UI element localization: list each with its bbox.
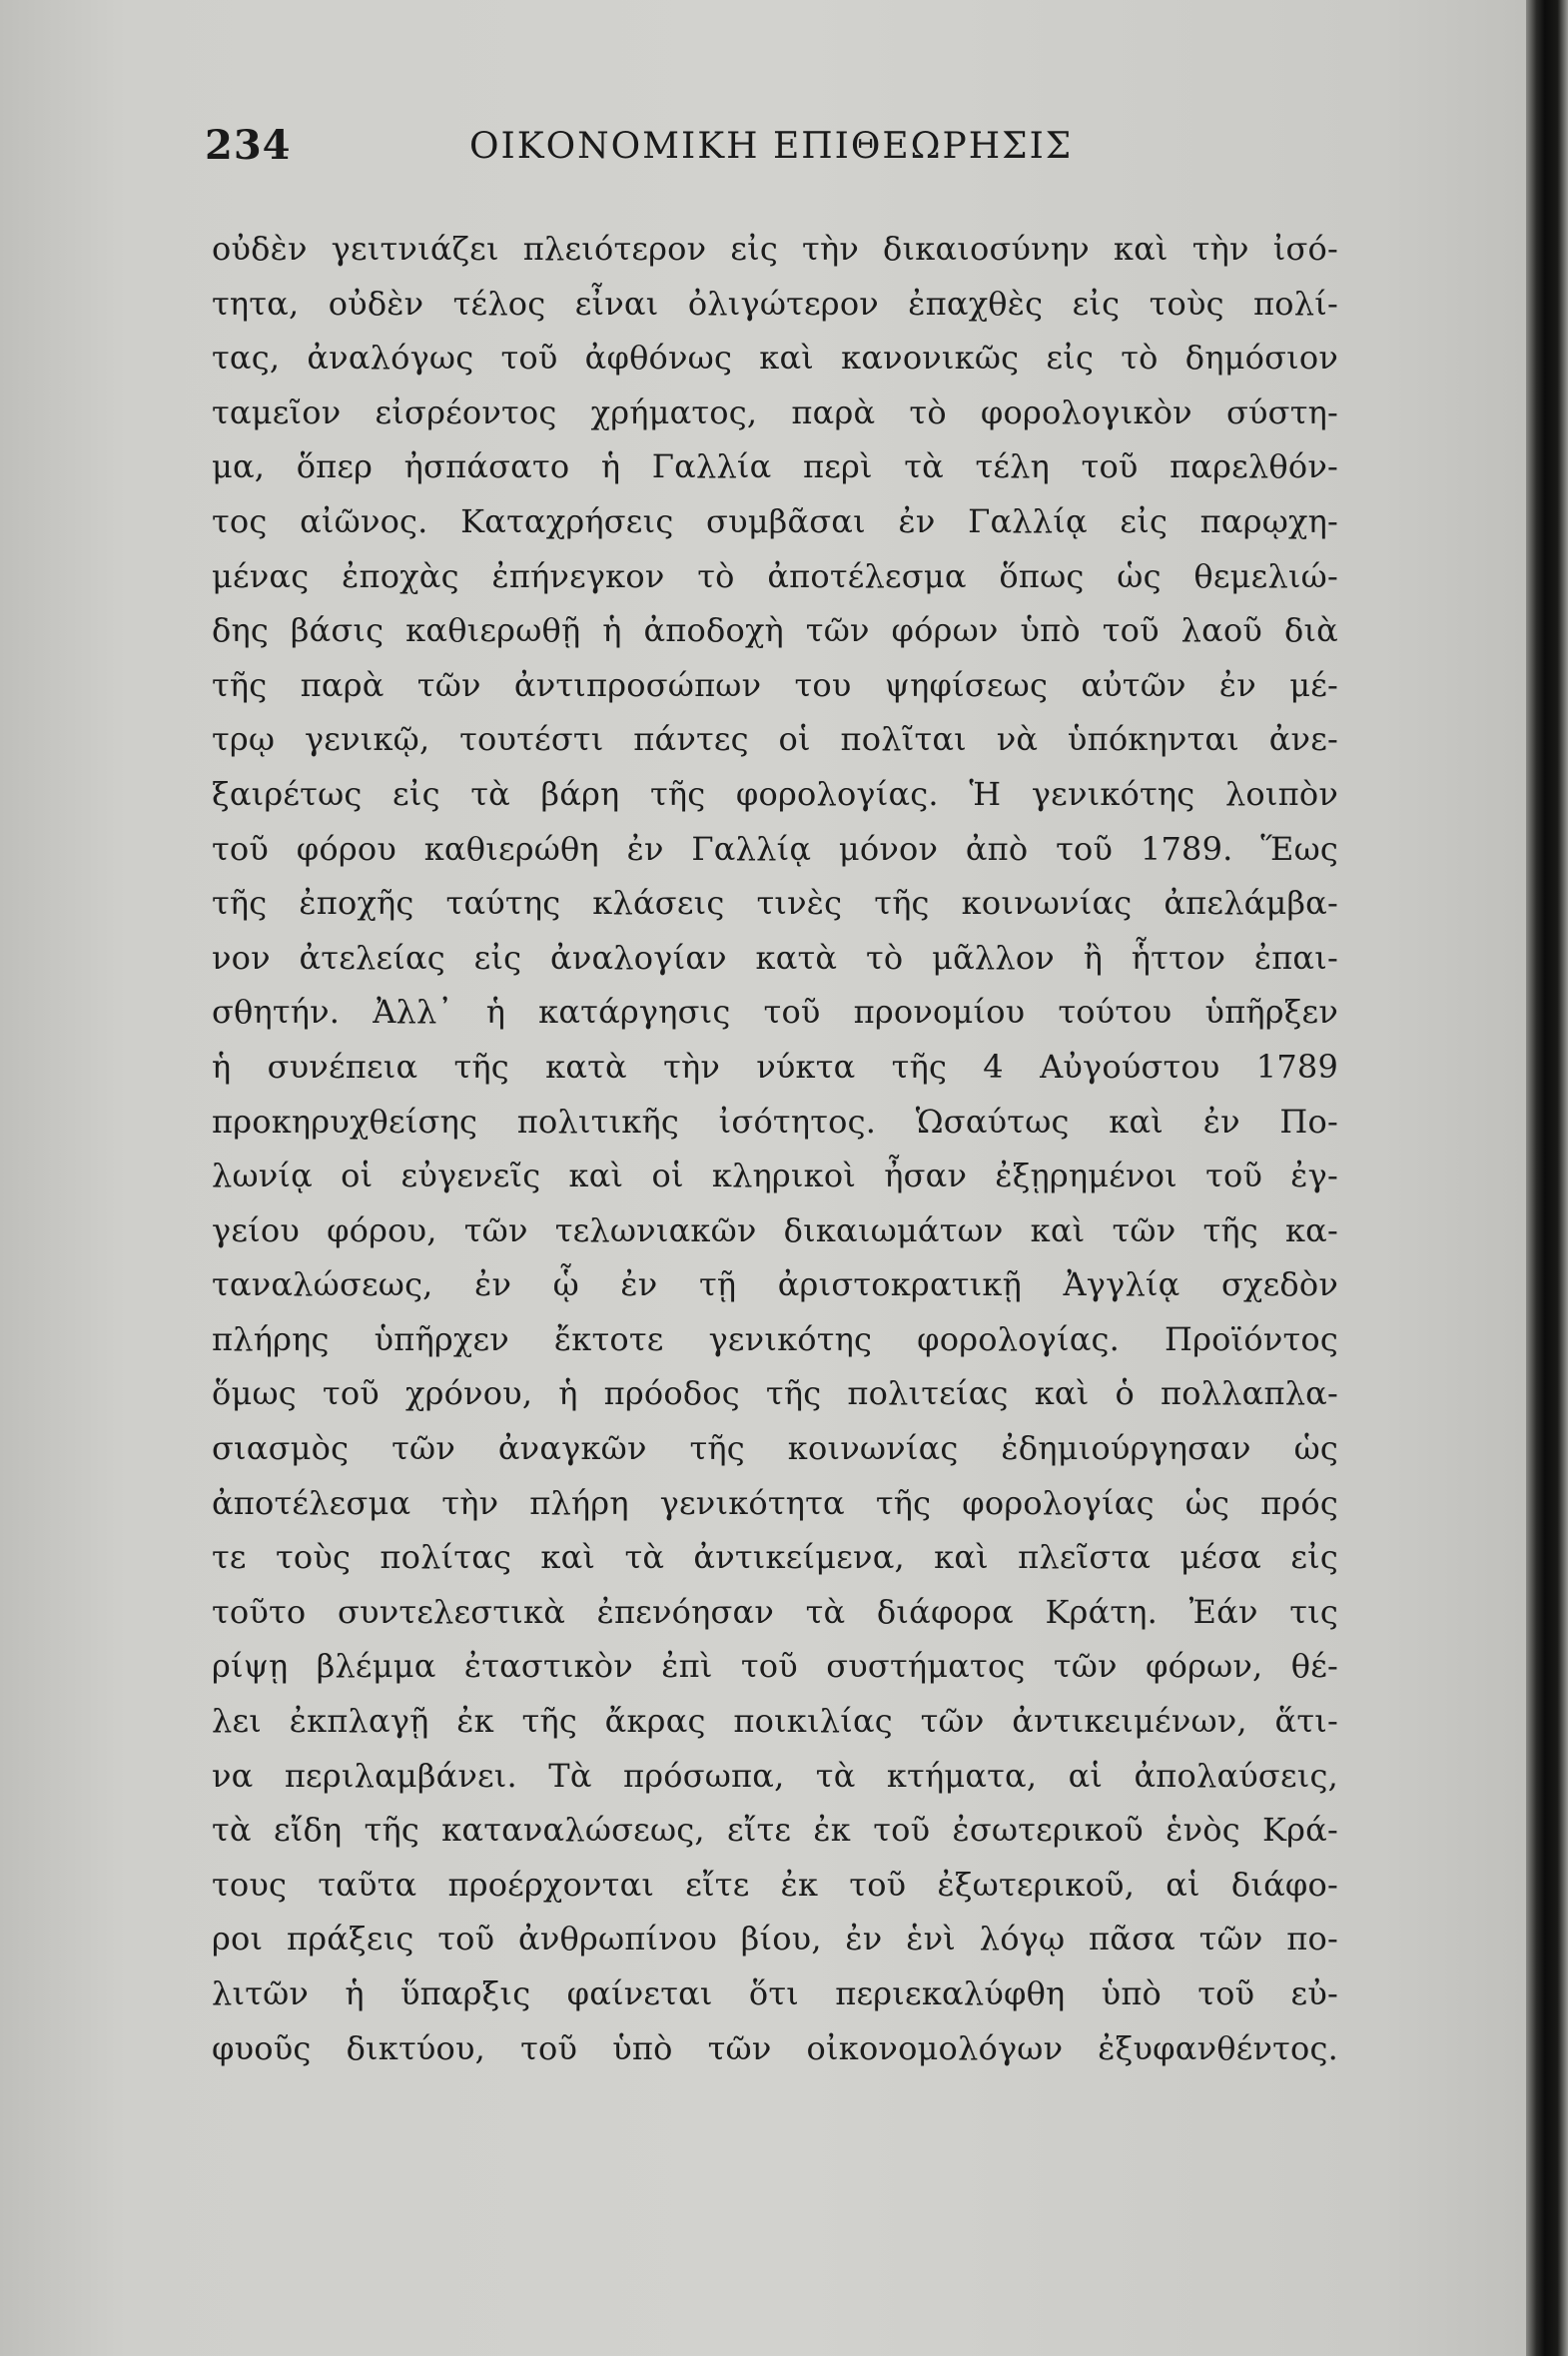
text-line: λιτῶν ἡ ὕπαρξις φαίνεται ὅτι περιεκαλύφθη ὑπὸ τοῦ εὐ- [212,1974,1338,2012]
text-line: δης βάσις καθιερωθῇ ἡ ἀποδοχὴ τῶν φόρων ὑπὸ τοῦ λαοῦ διὰ [212,611,1338,650]
text-line: ταναλώσεως, ἐν ᾧ ἐν τῇ ἀριστοκρατικῇ Ἀγγλίᾳ σχεδὸν [212,1265,1338,1304]
running-title: ΟΙΚΟΝΟΜΙΚΗ ΕΠΙΘΕΩΡΗΣΙΣ [469,126,1074,167]
text-line: τους ταῦτα προέρχονται εἴτε ἐκ τοῦ ἐξωτερικοῦ, αἱ διάφο- [212,1865,1338,1904]
text-line: μα, ὅπερ ἠσπάσατο ἡ Γαλλία περὶ τὰ τέλη τοῦ παρελθόν- [212,447,1338,486]
text-line: λει ἐκπλαγῇ ἐκ τῆς ἄκρας ποικιλίας τῶν ἀντικειμένων, ἅτι- [212,1702,1338,1741]
text-line: τῆς παρὰ τῶν ἀντιπροσώπων του ψηφίσεως αὐτῶν ἐν μέ- [212,665,1338,704]
text-line: τε τοὺς πολίτας καὶ τὰ ἀντικείμενα, καὶ πλεῖστα μέσα εἰς [212,1538,1338,1577]
text-line: φυοῦς δικτύου, τοῦ ὑπὸ τῶν οἰκονομολόγων ἐξυφανθέντος. [212,2028,1338,2067]
text-line: τοῦτο συντελεστικὰ ἐπενόησαν τὰ διάφορα Κράτη. Ἐάν τις [212,1592,1338,1631]
text-line: τητα, οὐδὲν τέλος εἶναι ὀλιγώτερον ἐπαχθὲς εἰς τοὺς πολί- [212,284,1338,323]
text-line: ταμεῖον εἰσρέοντος χρήματος, παρὰ τὸ φορολογικὸν σύστη- [212,393,1338,431]
page-binding-edge [1526,0,1568,2356]
text-line: ξαιρέτως εἰς τὰ βάρη τῆς φορολογίας. Ἡ γενικότης λοιπὸν [212,774,1338,813]
text-line: τος αἰῶνος. Καταχρήσεις συμβᾶσαι ἐν Γαλλίᾳ εἰς παρῳχη- [212,501,1338,540]
text-line: τοῦ φόρου καθιερώθη ἐν Γαλλίᾳ μόνον ἀπὸ τοῦ 1789. Ἕως [212,829,1338,868]
text-line: πλήρης ὑπῆρχεν ἔκτοτε γενικότης φορολογίας. Προϊόντος [212,1319,1338,1358]
text-line: ρίψῃ βλέμμα ἐταστικὸν ἐπὶ τοῦ συστήματος τῶν φόρων, θέ- [212,1647,1338,1686]
text-line: να περιλαμβάνει. Τὰ πρόσωπα, τὰ κτήματα, αἱ ἀπολαύσεις, [212,1756,1338,1795]
text-line: τας, ἀναλόγως τοῦ ἀφθόνως καὶ κανονικῶς εἰς τὸ δημόσιον [212,339,1338,378]
page-number: 234 [205,122,292,169]
text-line: ὅμως τοῦ χρόνου, ἡ πρόοδος τῆς πολιτείας καὶ ὁ πολλαπλα- [212,1374,1338,1413]
text-line: λωνίᾳ οἱ εὐγενεῖς καὶ οἱ κληρικοὶ ἦσαν ἐξῃρημένοι τοῦ ἐγ- [212,1157,1338,1195]
text-line: ἡ συνέπεια τῆς κατὰ τὴν νύκτα τῆς 4 Αὐγούστου 1789 [212,1047,1338,1086]
text-line: μένας ἐποχὰς ἐπήνεγκον τὸ ἀποτέλεσμα ὅπως ὡς θεμελιώ- [212,556,1338,595]
text-line: τρῳ γενικῷ, τουτέστι πάντες οἱ πολῖται νὰ ὑπόκηνται ἀνε- [212,720,1338,759]
page-header [205,122,1333,182]
text-line: ἀποτέλεσμα τὴν πλήρη γενικότητα τῆς φορολογίας ὡς πρός [212,1483,1338,1522]
text-line: νον ἀτελείας εἰς ἀναλογίαν κατὰ τὸ μᾶλλον ἢ ἧττον ἐπαι- [212,938,1338,977]
body-text [212,222,1338,2075]
text-line: γείου φόρου, τῶν τελωνιακῶν δικαιωμάτων καὶ τῶν τῆς κα- [212,1210,1338,1249]
text-line: σθητήν. Ἀλλ᾽ ἡ κατάργησις τοῦ προνομίου τούτου ὑπῆρξεν [212,993,1338,1032]
text-line: οὐδὲν γειτνιάζει πλειότερον εἰς τὴν δικαιοσύνην καὶ τὴν ἰσό- [212,230,1338,268]
text-line: τῆς ἐποχῆς ταύτης κλάσεις τινὲς τῆς κοινωνίας ἀπελάμβα- [212,884,1338,923]
text-line: προκηρυχθείσης πολιτικῆς ἰσότητος. Ὡσαύτως καὶ ἐν Πο- [212,1102,1338,1141]
text-line: σιασμὸς τῶν ἀναγκῶν τῆς κοινωνίας ἐδημιούργησαν ὡς [212,1429,1338,1468]
text-line: τὰ εἴδη τῆς καταναλώσεως, εἴτε ἐκ τοῦ ἐσωτερικοῦ ἑνὸς Κρά- [212,1811,1338,1850]
text-line: ροι πράξεις τοῦ ἀνθρωπίνου βίου, ἐν ἑνὶ λόγῳ πᾶσα τῶν πο- [212,1920,1338,1959]
